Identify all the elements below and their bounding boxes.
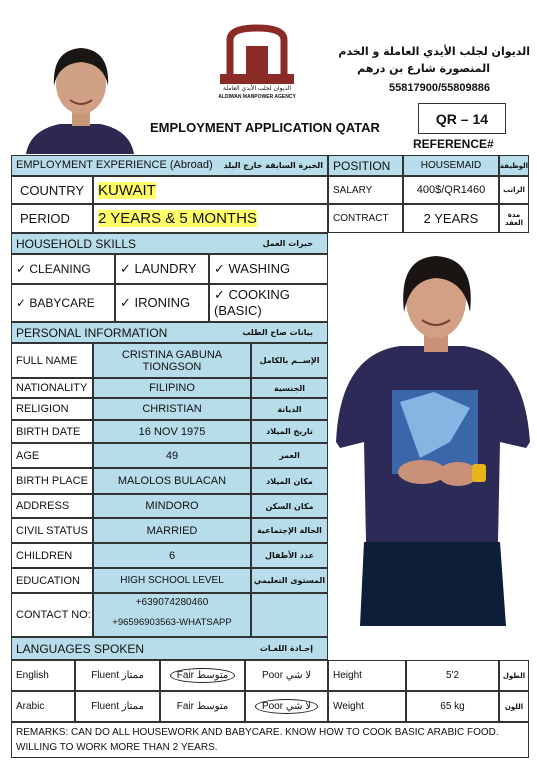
small-applicant-photo xyxy=(16,30,144,154)
skill-cleaning: ✓ CLEANING xyxy=(11,254,115,284)
birthdate-arabic: تاريخ الميلاد xyxy=(251,420,328,443)
country-value-cell xyxy=(93,176,328,204)
civilstatus-value: MARRIED xyxy=(93,518,251,543)
children-value: 6 xyxy=(93,543,251,568)
experience-title-arabic: الخبرة السابقة خارج البلد xyxy=(223,161,323,170)
civilstatus-arabic: الحالة الإجتماعية xyxy=(251,518,328,543)
height-value: 5'2 xyxy=(406,660,499,691)
position-arabic: الوظيفة xyxy=(499,155,529,176)
reference-code: QR – 14 xyxy=(435,110,489,127)
country-value: KUWAIT xyxy=(98,181,156,199)
applicant-photo xyxy=(330,242,534,626)
experience-header xyxy=(11,155,328,176)
experience-title: EMPLOYMENT EXPERIENCE (Abroad) xyxy=(16,159,213,171)
agency-address-arabic: المنصورة شارع بن درهم xyxy=(357,62,490,75)
languages-title-arabic: إجـادة اللغـات xyxy=(259,644,313,653)
age-value: 49 xyxy=(93,443,251,468)
nationality-value: FILIPINO xyxy=(93,378,251,398)
position-label: POSITION xyxy=(328,155,403,176)
nationality-label: NATIONALITY xyxy=(11,378,93,398)
address-arabic: مكان السكن xyxy=(251,494,328,518)
fullname-arabic: الإســم بالكامل xyxy=(251,343,328,378)
height-label: Height xyxy=(328,660,406,691)
height-arabic: الطول xyxy=(499,660,529,691)
personal-title-arabic: بيانات صاح الطلب xyxy=(242,328,313,337)
contract-arabic: مدة العقد xyxy=(499,204,529,233)
weight-value: 65 kg xyxy=(406,691,499,722)
contract-value: 2 YEARS xyxy=(403,204,499,233)
contract-label: CONTRACT xyxy=(328,204,403,233)
contact-phone-1: +639074280460 xyxy=(135,597,209,608)
logo-subtitle-english: ALDIWAN MANPOWER AGENCY xyxy=(218,94,296,100)
salary-value: 400$/QR1460 xyxy=(403,176,499,204)
logo-subtitle-arabic: الديوان لجلب الأيدي العاملة xyxy=(222,85,292,92)
lang-english-fair-cell xyxy=(160,660,245,691)
birthplace-arabic: مكان الميلاد xyxy=(251,468,328,494)
lang-arabic-poor-cell xyxy=(245,691,328,722)
period-value: 2 YEARS & 5 MONTHS xyxy=(98,210,257,227)
age-label: AGE xyxy=(11,443,93,468)
weight-label: Weight xyxy=(328,691,406,722)
lang-english-name: English xyxy=(11,660,75,691)
lang-arabic-fair: Fair متوسط xyxy=(160,691,245,722)
agency-phones: 55817900/55809886 xyxy=(389,82,490,94)
period-label: PERIOD xyxy=(11,204,93,233)
agency-logo xyxy=(212,22,302,104)
remarks: REMARKS: CAN DO ALL HOUSEWORK AND BABYCARE. KNOW HOW TO COOK BASIC ARABIC FOOD. WILLING TO WORK MORE THAN 2 YEARS. xyxy=(11,722,529,758)
personal-header xyxy=(11,322,328,343)
skills-title-arabic: خبرات العمل xyxy=(262,239,313,248)
salary-arabic: الراتب xyxy=(499,176,529,204)
reference-code-box xyxy=(418,103,506,134)
salary-label: SALARY xyxy=(328,176,403,204)
religion-arabic: الديانة xyxy=(251,398,328,420)
birthdate-label: BIRTH DATE xyxy=(11,420,93,443)
agency-name-arabic: الديوان لجلب الأيدي العاملة و الخدم xyxy=(338,45,530,58)
document-title: EMPLOYMENT APPLICATION QATAR xyxy=(150,120,380,135)
personal-title: PERSONAL INFORMATION xyxy=(16,326,168,340)
contact-phone-2: +96596903563-WHATSAPP xyxy=(112,617,232,628)
skill-cooking: ✓ COOKING (BASIC) xyxy=(209,284,328,322)
skills-title: HOUSEHOLD SKILLS xyxy=(16,237,137,251)
religion-value: CHRISTIAN xyxy=(93,398,251,420)
contact-value-cell xyxy=(93,593,251,637)
religion-label: RELIGION xyxy=(11,398,93,420)
country-label: COUNTRY xyxy=(11,176,93,204)
languages-header xyxy=(11,637,328,660)
education-arabic: المستوى التعليمي xyxy=(251,568,328,593)
skill-ironing: ✓ IRONING xyxy=(115,284,209,322)
address-label: ADDRESS xyxy=(11,494,93,518)
age-arabic: العمر xyxy=(251,443,328,468)
weight-arabic: اللون xyxy=(499,691,529,722)
birthplace-value: MALOLOS BULACAN xyxy=(93,468,251,494)
lang-english-fair: Fair متوسط xyxy=(170,668,235,683)
children-label: CHILDREN xyxy=(11,543,93,568)
lang-arabic-poor: Poor لا شي xyxy=(255,699,318,714)
nationality-arabic: الجنسية xyxy=(251,378,328,398)
fullname-label: FULL NAME xyxy=(11,343,93,378)
children-arabic: عدد الأطفال xyxy=(251,543,328,568)
fullname-value: CRISTINA GABUNA TIONGSON xyxy=(93,343,251,378)
skill-babycare: ✓ BABYCARE xyxy=(11,284,115,322)
address-value: MINDORO xyxy=(93,494,251,518)
education-value: HIGH SCHOOL LEVEL xyxy=(93,568,251,593)
lang-arabic-name: Arabic xyxy=(11,691,75,722)
contact-arabic-cell xyxy=(251,593,328,637)
period-value-cell xyxy=(93,204,328,233)
reference-label: REFERENCE# xyxy=(413,137,494,151)
lang-english-fluent: Fluent ممتاز xyxy=(75,660,160,691)
skill-washing: ✓ WASHING xyxy=(209,254,328,284)
languages-title: LANGUAGES SPOKEN xyxy=(16,642,145,656)
skills-header xyxy=(11,233,328,254)
contact-label: CONTACT NO: xyxy=(11,593,93,637)
birthplace-label: BIRTH PLACE xyxy=(11,468,93,494)
birthdate-value: 16 NOV 1975 xyxy=(93,420,251,443)
education-label: EDUCATION xyxy=(11,568,93,593)
lang-arabic-fluent: Fluent ممتاز xyxy=(75,691,160,722)
skill-laundry: ✓ LAUNDRY xyxy=(115,254,209,284)
position-value: HOUSEMAID xyxy=(403,155,499,176)
lang-english-poor: Poor لا شي xyxy=(245,660,328,691)
civilstatus-label: CIVIL STATUS xyxy=(11,518,93,543)
